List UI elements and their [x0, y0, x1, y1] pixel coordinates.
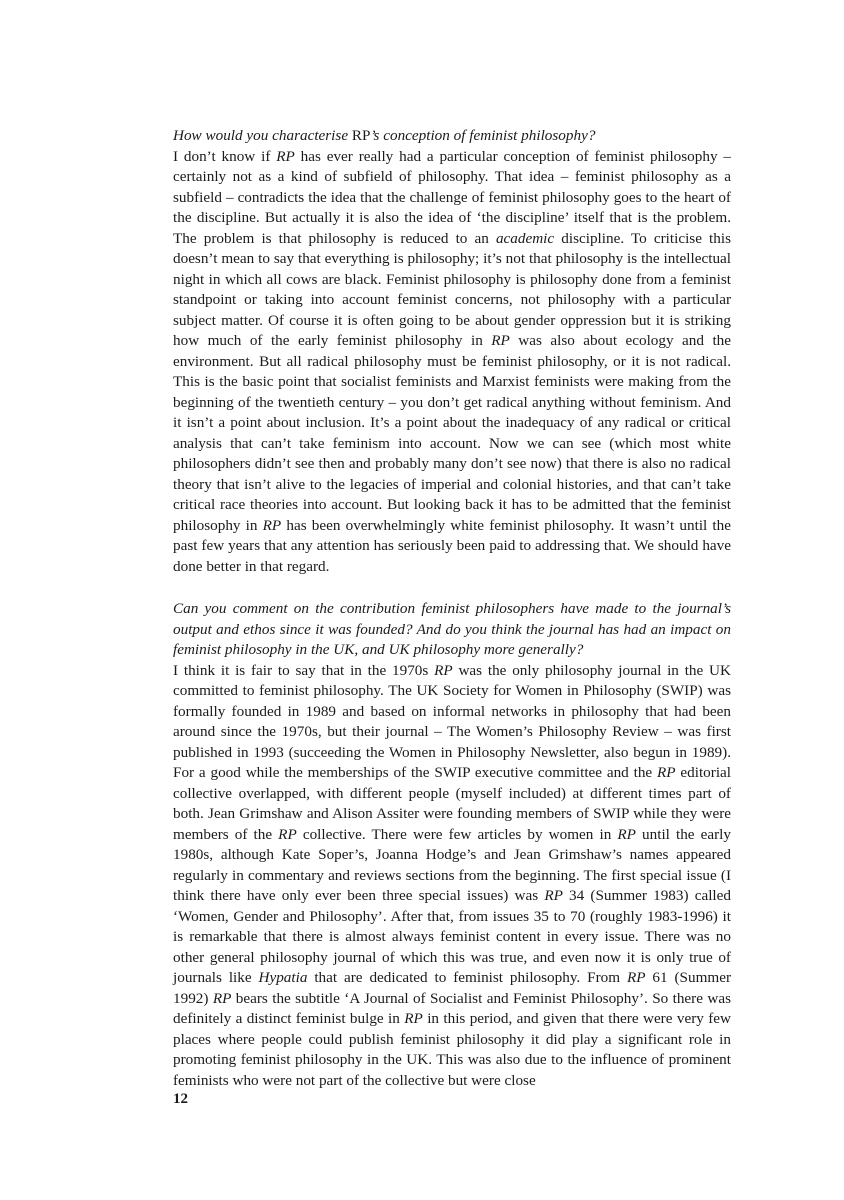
interview-answer	[173, 661, 731, 1092]
text-segment: 34 (Summer 1983) called ‘Women, Gender and Philosophy’. After that, from issues 35 to 70 (roughly 1983-1996) it is remarkable that there is almost always feminist content in every issue. There was no other general philosophy journal of which this was true, and even now it is only true of journals like	[173, 887, 731, 986]
page-number: 12	[173, 1091, 188, 1107]
text-segment: was the only philosophy journal in the UK committed to feminist philosophy. The UK Society for Women in Philosophy (SWIP) was formally founded in 1989 and based on informal networks in philosophy that had been around since the 1970s, but their journal – The Women’s Philosophy Review – was first published in 1993 (succeeding the Women in Philosophy Newsletter, also begun in 1989). For a good while the memberships of the SWIP executive committee and the	[173, 661, 731, 781]
text-segment: was also about ecology and the environment. But all radical philosophy must be feminist philosophy, or it is not radical. This is the basic point that socialist feminists and Marxist feminists were making from the beginning of the twentieth century – you don’t get radical anything without feminism. And it isn’t a point about inclusion. It’s a point about the inadequacy of any radical or critical analysis that can’t take feminism into account. Now we can see (which most white philosophers didn’t see then and probably many don’t see now) that there is also no radical theory that isn’t alive to the legacies of imperial and colonial histories, and that can’t take critical race theories into account. But looking back it has to be admitted that the feminist philosophy in	[173, 332, 731, 534]
text-segment: RP	[276, 147, 295, 165]
interview-question	[173, 599, 731, 661]
text-segment: editorial collective overlapped, with different people (myself included) at different times part of both. Jean Grimshaw and Alison Assiter were founding members of SWIP while they were members of the	[173, 764, 731, 843]
text-segment: How would you characterise	[173, 127, 352, 144]
text-segment: RP	[626, 969, 646, 986]
text-segment: RP	[262, 516, 282, 534]
text-segment: has ever really had a particular conception of feminist philosophy – certainly not as a kind of subfield of philosophy. That idea – feminist philosophy as a subfield – contradicts the idea that the challenge of feminist philosophy goes to the heart of the discipline. But actually it is also the idea of ‘the discipline’ itself that is the problem. The problem is that philosophy is reduced to an	[173, 147, 731, 247]
text-segment: RP	[544, 887, 563, 904]
text-segment: in this period, and given that there were very few places where people could publish feminist philosophy it did play a significant role in promoting feminist philosophy in the UK. This was also due to the influence of prominent feminists who were not part of the collective but were close	[173, 1010, 731, 1089]
interview-text	[173, 126, 731, 1091]
text-segment: that are dedicated to feminist philosophy. From	[307, 969, 627, 986]
text-segment: RP	[491, 332, 510, 349]
text-segment: academic	[495, 229, 555, 247]
text-segment: collective. There were few articles by women in	[296, 825, 618, 843]
text-segment: until the early 1980s, although Kate Soper’s, Joanna Hodge’s and Jean Grimshaw’s names appeared regularly in commentary and reviews sections from the beginning. The first special issue (I think there have only ever been three special issues) was	[173, 825, 731, 904]
text-segment: RP	[278, 825, 297, 843]
text-segment: I think it is fair to say that in the 1970s	[173, 661, 435, 679]
text-segment: RP	[617, 825, 636, 843]
text-segment: Can you comment on the contribution feminist philosophers have made to the journal’s output and ethos since it was founded? And do you think the journal has had an impact on feminist philosophy in the UK, and UK philosophy more generally?	[173, 600, 731, 658]
text-segment: ’s conception of feminist philosophy?	[370, 127, 596, 144]
text-segment: RP	[657, 764, 676, 781]
text-segment: RP	[212, 989, 232, 1007]
text-segment: RP	[434, 661, 453, 679]
text-segment: has been overwhelmingly white feminist philosophy. It wasn’t until the past few years that any attention has seriously been paid to addressing that. We should have done better in that regard.	[173, 516, 731, 575]
text-segment: Hypatia	[258, 969, 308, 986]
text-segment: RP	[351, 127, 371, 144]
text-segment: 61 (Summer 1992)	[173, 969, 732, 1007]
text-segment: bears the subtitle ‘A Journal of Socialist and Feminist Philosophy’. So there was definitely a distinct feminist bulge in	[173, 989, 731, 1027]
interview-question	[173, 126, 731, 147]
text-segment: I don’t know if	[173, 147, 277, 165]
interview-answer	[173, 147, 731, 578]
text-segment: discipline. To criticise this doesn’t mean to say that everything is philosophy; it’s not that philosophy is the intellectual night in which all cows are black. Feminist philosophy is philosophy done from a feminist standpoint or taking into account feminist concerns, not philosophy with a particular subject matter. Of course it is often going to be about gender oppression but it is striking how much of the early feminist philosophy in	[173, 229, 731, 349]
text-segment: RP	[404, 1010, 423, 1027]
